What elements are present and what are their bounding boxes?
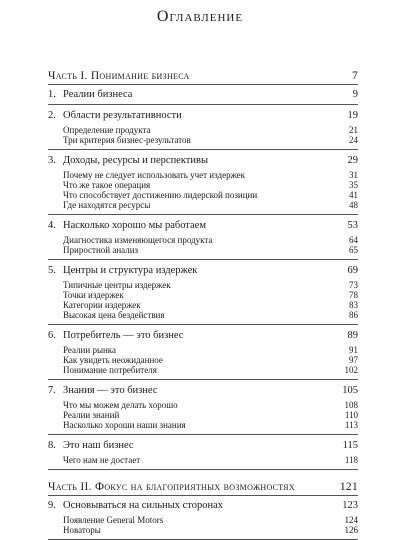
section-entry-title: Чего нам не достает xyxy=(63,455,141,465)
chapter-entry-title: Центры и структура издержек xyxy=(63,265,198,276)
section-entry xyxy=(48,345,358,355)
page-number: 115 xyxy=(342,440,358,451)
page-number: 53 xyxy=(347,220,358,231)
divider xyxy=(48,495,358,496)
page-number: 78 xyxy=(349,290,358,300)
section-entry xyxy=(48,190,358,200)
divider xyxy=(48,214,358,215)
page-number: 118 xyxy=(344,455,358,465)
chapter-entry xyxy=(48,440,358,451)
page-number: 69 xyxy=(347,265,358,276)
section-entry xyxy=(48,300,358,310)
page-number: 123 xyxy=(342,500,358,511)
section-entry xyxy=(48,200,358,210)
section-entry-title: Диагностика изменяющегося продукта xyxy=(63,235,213,245)
page-number: 121 xyxy=(339,481,358,493)
page-number: 21 xyxy=(349,125,358,135)
section-entry xyxy=(48,280,358,290)
section-entry-title: Реалии знаний xyxy=(63,410,120,420)
section-entry-title: Категории издержек xyxy=(63,300,141,310)
page-number: 105 xyxy=(342,385,358,396)
page-number: 19 xyxy=(347,110,358,121)
divider xyxy=(48,469,358,470)
page-number: 102 xyxy=(344,365,358,375)
divider xyxy=(48,379,358,380)
section-entry-title: Что мы можем делать хорошо xyxy=(63,400,178,410)
chapter-entry-title: Области результативности xyxy=(63,110,182,121)
chapter-number: 4. xyxy=(48,220,56,231)
section-entry-title: Высокая цена бездействия xyxy=(63,310,165,320)
section-entry xyxy=(48,365,358,375)
page-number: 89 xyxy=(347,330,358,341)
section-entry xyxy=(48,245,358,255)
divider xyxy=(48,259,358,260)
chapter-entry xyxy=(48,220,358,231)
section-entry xyxy=(48,290,358,300)
divider xyxy=(48,104,358,105)
divider xyxy=(48,324,358,325)
chapter-number: 3. xyxy=(48,155,56,166)
chapter-number: 5. xyxy=(48,265,56,276)
part-heading-title: Часть I. Понимание бизнеса xyxy=(48,70,190,82)
page-number: 24 xyxy=(349,135,358,145)
section-entry-title: Реалии рынка xyxy=(63,345,117,355)
page-title: Оглавление xyxy=(156,8,244,25)
part-heading xyxy=(48,481,358,493)
page-number: 41 xyxy=(349,190,358,200)
chapter-entry-title: Насколько хорошо мы работаем xyxy=(63,220,206,231)
chapter-number: 9. xyxy=(48,500,56,511)
section-entry xyxy=(48,400,358,410)
section-entry-title: Как увидеть неожиданное xyxy=(63,355,163,365)
page-number: 31 xyxy=(349,170,358,180)
page-number: 64 xyxy=(349,235,358,245)
section-entry-title: Типичные центры издержек xyxy=(63,280,171,290)
page-number: 86 xyxy=(349,310,358,320)
part-heading xyxy=(48,70,358,82)
page-number: 7 xyxy=(351,70,358,82)
chapter-entry xyxy=(48,89,358,100)
page-number: 73 xyxy=(349,280,358,290)
page-number: 48 xyxy=(349,200,358,210)
section-entry xyxy=(48,170,358,180)
chapter-entry-title: Знания — это бизнес xyxy=(63,385,158,396)
chapter-number: 6. xyxy=(48,330,56,341)
section-entry xyxy=(48,310,358,320)
chapter-entry xyxy=(48,265,358,276)
divider xyxy=(48,84,358,85)
section-entry-title: Точки издержек xyxy=(63,290,124,300)
section-entry-title: Три критерия бизнес-результатов xyxy=(63,135,191,145)
divider xyxy=(48,434,358,435)
page-number: 35 xyxy=(349,180,358,190)
section-entry-title: Насколько хороши наши знания xyxy=(63,420,186,430)
section-entry xyxy=(48,180,358,190)
page-number: 110 xyxy=(344,410,358,420)
chapter-number: 7. xyxy=(48,385,56,396)
section-entry-title: Почему не следует использовать учет издержек xyxy=(63,170,246,180)
chapter-entry xyxy=(48,110,358,121)
section-entry-title: Где находятся ресурсы xyxy=(63,200,151,210)
chapter-entry-title: Основываться на сильных сторонах xyxy=(63,500,223,511)
page-number: 65 xyxy=(349,245,358,255)
chapter-entry-title: Это наш бизнес xyxy=(63,440,134,451)
chapter-entry xyxy=(48,155,358,166)
section-entry xyxy=(48,125,358,135)
page-number: 124 xyxy=(344,515,358,525)
chapter-entry xyxy=(48,330,358,341)
page-number: 108 xyxy=(344,400,358,410)
chapter-number: 2. xyxy=(48,110,56,121)
section-entry-title: Что способствует достижению лидерской позиции xyxy=(63,190,258,200)
chapter-entry-title: Доходы, ресурсы и перспективы xyxy=(63,155,209,166)
section-entry-title: Приростной анализ xyxy=(63,245,139,255)
section-entry xyxy=(48,355,358,365)
chapter-entry-title: Потребитель — это бизнес xyxy=(63,330,184,341)
section-entry-title: Что же такое операция xyxy=(63,180,151,190)
section-entry xyxy=(48,515,358,525)
page-number: 91 xyxy=(349,345,358,355)
section-entry xyxy=(48,410,358,420)
page-number: 126 xyxy=(344,525,358,535)
part-heading-title: Часть II. Фокус на благоприятных возможностях xyxy=(48,481,295,493)
section-entry xyxy=(48,525,358,535)
page-number: 83 xyxy=(349,300,358,310)
chapter-number: 1. xyxy=(48,89,56,100)
chapter-entry xyxy=(48,500,358,511)
section-entry-title: Появление General Motors xyxy=(63,515,164,525)
page-number: 29 xyxy=(347,155,358,166)
divider xyxy=(48,149,358,150)
chapter-entry-title: Реалии бизнеса xyxy=(63,89,133,100)
section-entry xyxy=(48,455,358,465)
section-entry-title: Понимание потребителя xyxy=(63,365,157,375)
section-entry xyxy=(48,135,358,145)
page-number: 9 xyxy=(352,89,358,100)
page-number: 97 xyxy=(349,355,358,365)
section-entry-title: Новаторы xyxy=(63,525,101,535)
section-entry xyxy=(48,420,358,430)
section-entry xyxy=(48,235,358,245)
page-number: 113 xyxy=(344,420,358,430)
section-entry-title: Определение продукта xyxy=(63,125,151,135)
chapter-number: 8. xyxy=(48,440,56,451)
chapter-entry xyxy=(48,385,358,396)
